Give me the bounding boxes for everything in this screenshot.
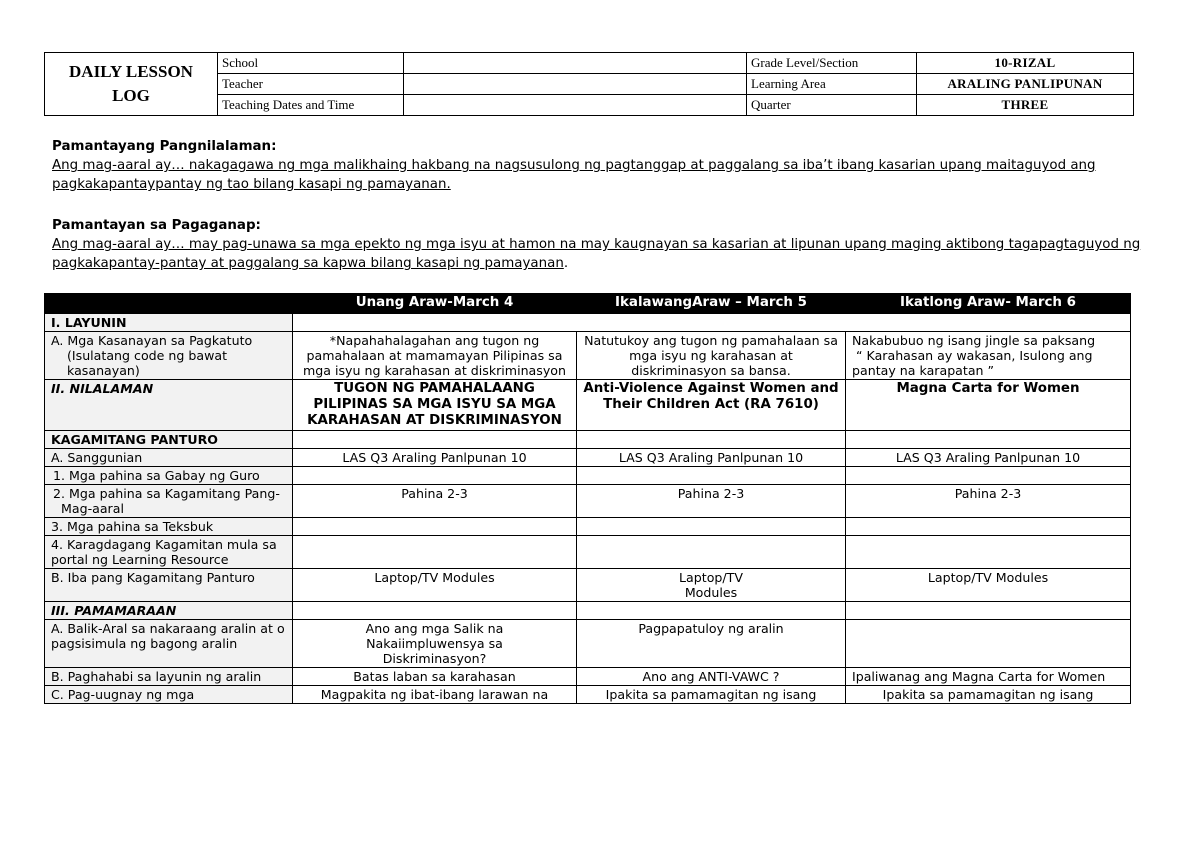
performance-standard-period: . — [563, 256, 569, 271]
column-header-blank — [45, 294, 293, 314]
row-label-pag-uugnay: C. Pag-uugnay ng mga — [45, 686, 293, 704]
pang-mag-aaral-day1: Pahina 2-3 — [293, 485, 577, 518]
table-row — [45, 668, 1131, 686]
row-label-iba-pang: B. Iba pang Kagamitang Panturo — [45, 569, 293, 602]
empty-cell — [293, 536, 577, 569]
empty-cell — [577, 467, 846, 485]
table-header-row — [45, 294, 1131, 314]
row-label-teksbuk: 3. Mga pahina sa Teksbuk — [45, 518, 293, 536]
empty-cell — [577, 431, 846, 449]
table-row — [45, 686, 1131, 704]
lesson-table — [44, 293, 1131, 704]
kasanayan-day3-line2: “ Karahasan ay wakasan, Isulong ang pantay na karapatan ” — [852, 348, 1097, 378]
empty-cell — [846, 467, 1131, 485]
learning-area-label: Learning Area — [747, 74, 917, 95]
balik-aral-day3 — [846, 620, 1131, 668]
row-label-pang-mag-aaral: 2. Mga pahina sa Kagamitang Pang-Mag-aaral — [45, 485, 293, 518]
performance-standard-paragraph — [52, 235, 1152, 273]
iba-pang-day1: Laptop/TV Modules — [293, 569, 577, 602]
learning-area-value: ARALING PANLIPUNAN — [917, 74, 1134, 95]
table-row — [45, 431, 1131, 449]
column-header-day3: Ikatlong Araw- March 6 — [846, 294, 1131, 314]
empty-cell — [577, 518, 846, 536]
paghahabi-day1: Batas laban sa karahasan — [293, 668, 577, 686]
table-row — [45, 569, 1131, 602]
nilalaman-day2: Anti-Violence Against Women and Their Children Act (RA 7610) — [577, 380, 846, 431]
performance-standard-heading: Pamantayan sa Pagaganap: — [52, 218, 261, 233]
kasanayan-day1: *Napahahalagahan ang tugon ng pamahalaan at mamamayan Pilipinas sa mga isyu ng karahasan at diskriminasyon — [293, 332, 577, 380]
table-row — [45, 536, 1131, 569]
teaching-dates-label: Teaching Dates and Time — [218, 95, 404, 116]
quarter-label: Quarter — [747, 95, 917, 116]
kasanayan-day3-line1: Nakabubuo ng isang jingle sa paksang — [852, 333, 1096, 348]
section-nilalaman: II. NILALAMAN — [45, 380, 293, 431]
iba-pang-day2: Laptop/TV Modules — [577, 569, 846, 602]
quarter-value: THREE — [917, 95, 1134, 116]
empty-cell — [293, 431, 577, 449]
pag-uugnay-day1: Magpakita ng ibat-ibang larawan na — [293, 686, 577, 704]
empty-cell — [577, 536, 846, 569]
kasanayan-day3 — [846, 332, 1131, 380]
sanggunian-day3: LAS Q3 Araling Panlpunan 10 — [846, 449, 1131, 467]
row-label-paghahabi: B. Paghahabi sa layunin ng aralin — [45, 668, 293, 686]
iba-pang-day3: Laptop/TV Modules — [846, 569, 1131, 602]
table-row — [45, 620, 1131, 668]
section-pamamaraan: III. PAMAMARAAN — [45, 602, 293, 620]
table-row — [45, 518, 1131, 536]
empty-cell — [293, 602, 577, 620]
pag-uugnay-day2: Ipakita sa pamamagitan ng isang — [577, 686, 846, 704]
empty-cell — [846, 431, 1131, 449]
school-field[interactable] — [404, 53, 747, 74]
empty-cell — [846, 518, 1131, 536]
grade-level-label: Grade Level/Section — [747, 53, 917, 74]
sanggunian-day2: LAS Q3 Araling Panlpunan 10 — [577, 449, 846, 467]
empty-cell — [293, 467, 577, 485]
pang-mag-aaral-day2: Pahina 2-3 — [577, 485, 846, 518]
nilalaman-day3: Magna Carta for Women — [846, 380, 1131, 431]
row-label-balik-aral: A. Balik-Aral sa nakaraang aralin at o pagsisimula ng bagong aralin — [45, 620, 293, 668]
teacher-field[interactable] — [404, 74, 747, 95]
section-kagamitan: KAGAMITANG PANTURO — [45, 431, 293, 449]
empty-cell — [293, 314, 1131, 332]
content-standard-text: Ang mag-aaral ay… nakagagawa ng mga malikhaing hakbang na nagsusulong ng pagtanggap at paggalang sa iba’t ibang kasarian upang maitaguyod ang pagkakapantaypantay ng tao bilang kasapi ng pamayanan. — [52, 158, 1096, 192]
table-row — [45, 467, 1131, 485]
empty-cell — [846, 602, 1131, 620]
table-row — [45, 449, 1131, 467]
table-row — [45, 602, 1131, 620]
paghahabi-day3: Ipaliwanag ang Magna Carta for Women — [846, 668, 1131, 686]
table-row — [45, 332, 1131, 380]
column-header-day2: IkalawangAraw – March 5 — [577, 294, 846, 314]
paghahabi-day2: Ano ang ANTI-VAWC ? — [577, 668, 846, 686]
table-row — [45, 485, 1131, 518]
performance-standard-text: Ang mag-aaral ay… may pag-unawa sa mga epekto ng mga isyu at hamon na may kaugnayan sa kasarian at lipunan upang maging aktibong tagapagtaguyod ng pagkakapantay-pantay at paggalang sa kapwa bilang kasapi ng pamayanan — [52, 237, 1141, 271]
performance-standard — [52, 216, 1152, 273]
empty-cell — [293, 518, 577, 536]
empty-cell — [846, 536, 1131, 569]
empty-cell — [577, 602, 846, 620]
balik-aral-day2: Pagpapatuloy ng aralin — [577, 620, 846, 668]
row-label-sanggunian: A. Sanggunian — [45, 449, 293, 467]
pang-mag-aaral-day3: Pahina 2-3 — [846, 485, 1131, 518]
content-standard — [52, 137, 1152, 194]
table-row — [45, 314, 1131, 332]
header-table — [44, 52, 1134, 116]
row-label-karagdagan: 4. Karagdagang Kagamitan mula sa portal ng Learning Resource — [45, 536, 293, 569]
nilalaman-day1: TUGON NG PAMAHALAANG PILIPINAS SA MGA ISYU SA MGA KARAHASAN AT DISKRIMINASYON — [293, 380, 577, 431]
column-header-day1: Unang Araw-March 4 — [293, 294, 577, 314]
teaching-dates-field[interactable] — [404, 95, 747, 116]
balik-aral-day1: Ano ang mga Salik na Nakaiimpluwensya sa Diskriminasyon? — [293, 620, 577, 668]
kasanayan-day2: Natutukoy ang tugon ng pamahalaan sa mga isyu ng karahasan at diskriminasyon sa bansa. — [577, 332, 846, 380]
table-row — [45, 380, 1131, 431]
content-standard-heading: Pamantayang Pangnilalaman: — [52, 139, 277, 154]
row-label-gabay: 1. Mga pahina sa Gabay ng Guro — [45, 467, 293, 485]
row-label-kasanayan: A. Mga Kasanayan sa Pagkatuto (Isulatang code ng bawat kasanayan) — [45, 332, 293, 380]
pag-uugnay-day3: Ipakita sa pamamagitan ng isang — [846, 686, 1131, 704]
sanggunian-day1: LAS Q3 Araling Panlpunan 10 — [293, 449, 577, 467]
teacher-label: Teacher — [218, 74, 404, 95]
document-title: DAILY LESSON LOG — [45, 53, 218, 116]
grade-level-value: 10-RIZAL — [917, 53, 1134, 74]
school-label: School — [218, 53, 404, 74]
section-layunin: I. LAYUNIN — [45, 314, 293, 332]
